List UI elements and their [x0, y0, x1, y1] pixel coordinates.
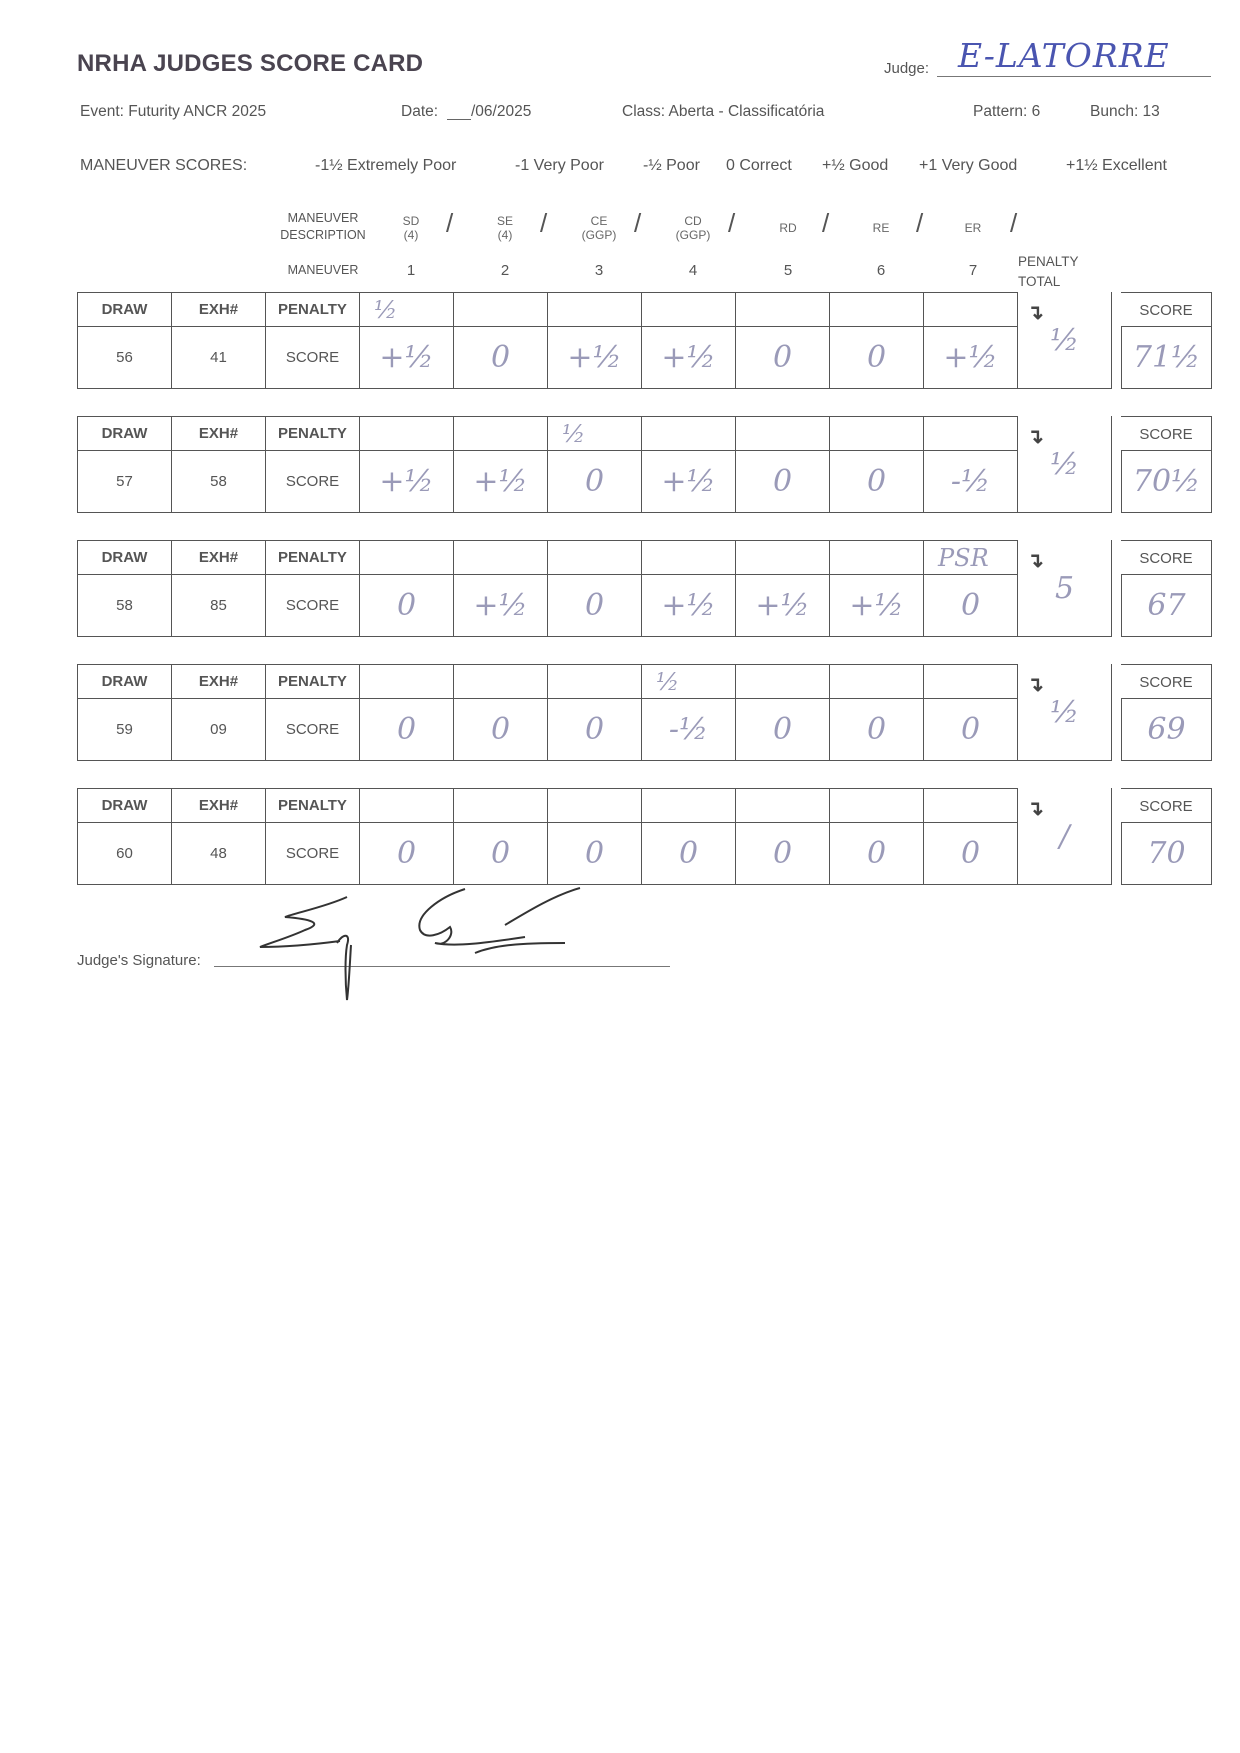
- maneuver-number-6: 6: [876, 262, 886, 279]
- header-slash: /: [728, 208, 736, 238]
- final-score[interactable]: 71½: [1121, 326, 1212, 389]
- header-slash: /: [1010, 208, 1018, 238]
- scale-poor: -½ Poor: [643, 157, 700, 174]
- final-score[interactable]: 67: [1121, 574, 1212, 637]
- exhibitor-number: 41: [171, 326, 266, 389]
- maneuver-penalty-cell[interactable]: [735, 292, 830, 327]
- exhibitor-number: 85: [171, 574, 266, 637]
- arrow-down-icon: ↴: [1027, 798, 1044, 820]
- maneuver-score-cell[interactable]: +½: [453, 574, 548, 637]
- score-row-label: SCORE: [265, 698, 360, 761]
- maneuver-score-cell[interactable]: 0: [641, 822, 736, 885]
- maneuver-penalty-cell[interactable]: [641, 292, 736, 327]
- maneuver-code-5: RD: [779, 221, 797, 235]
- maneuver-penalty-cell[interactable]: PSR: [923, 540, 1018, 575]
- maneuver-score-cell[interactable]: 0: [453, 822, 548, 885]
- score-header: SCORE: [1121, 540, 1212, 575]
- maneuver-penalty-cell[interactable]: [735, 416, 830, 451]
- maneuver-score-cell[interactable]: -½: [923, 450, 1018, 513]
- judge-label: Judge:: [884, 60, 930, 77]
- maneuver-number-3: 3: [594, 262, 604, 279]
- maneuver-code-7: ER: [964, 221, 982, 235]
- maneuver-penalty-cell[interactable]: [829, 292, 924, 327]
- maneuver-number-5: 5: [783, 262, 793, 279]
- exh-header: EXH#: [171, 788, 266, 823]
- maneuver-score-cell[interactable]: 0: [453, 326, 548, 389]
- maneuver-penalty-cell[interactable]: [923, 416, 1018, 451]
- penalty-total-cell[interactable]: ½: [1017, 664, 1112, 761]
- maneuver-description-label: MANEUVER DESCRIPTION: [280, 211, 366, 242]
- score-row-label: SCORE: [265, 326, 360, 389]
- exhibitor-number: 48: [171, 822, 266, 885]
- date-label: Date:: [401, 103, 439, 120]
- maneuver-penalty-cell[interactable]: [453, 416, 548, 451]
- score-header: SCORE: [1121, 788, 1212, 823]
- scale-good: +½ Good: [822, 157, 889, 174]
- draw-header: DRAW: [77, 540, 172, 575]
- maneuver-penalty-cell[interactable]: [453, 788, 548, 823]
- maneuver-score-cell[interactable]: 0: [829, 326, 924, 389]
- maneuver-penalty-cell[interactable]: [547, 292, 642, 327]
- draw-header: DRAW: [77, 664, 172, 699]
- maneuver-score-cell[interactable]: +½: [829, 574, 924, 637]
- header-slash: /: [634, 208, 642, 238]
- maneuver-number-2: 2: [500, 262, 510, 279]
- header-slash: /: [916, 208, 924, 238]
- penalty-header: PENALTY: [265, 664, 360, 699]
- score-entry-block: [77, 664, 1211, 760]
- score-row-label: SCORE: [265, 822, 360, 885]
- exhibitor-number: 58: [171, 450, 266, 513]
- header-slash: /: [822, 208, 830, 238]
- score-entry-block: [77, 416, 1211, 512]
- maneuver-scores-label: MANEUVER SCORES:: [80, 157, 248, 174]
- maneuver-code-3: CE (GGP): [581, 214, 617, 242]
- maneuver-number-4: 4: [688, 262, 698, 279]
- score-entry-block: [77, 788, 1211, 884]
- maneuver-penalty-cell[interactable]: [359, 540, 454, 575]
- draw-header: DRAW: [77, 788, 172, 823]
- final-score[interactable]: 69: [1121, 698, 1212, 761]
- maneuver-score-cell[interactable]: +½: [359, 450, 454, 513]
- maneuver-penalty-cell[interactable]: [641, 788, 736, 823]
- scale-very-good: +1 Very Good: [919, 157, 1018, 174]
- maneuver-score-cell[interactable]: +½: [547, 326, 642, 389]
- judge-signature: [255, 885, 585, 1010]
- penalty-header: PENALTY: [265, 788, 360, 823]
- score-entry-block: [77, 540, 1211, 636]
- maneuver-penalty-cell[interactable]: [735, 540, 830, 575]
- judge-field-line: [937, 76, 1211, 77]
- maneuver-penalty-cell[interactable]: [359, 788, 454, 823]
- maneuver-penalty-cell[interactable]: [829, 788, 924, 823]
- maneuver-score-cell[interactable]: 0: [547, 698, 642, 761]
- maneuver-penalty-cell[interactable]: [547, 788, 642, 823]
- maneuver-code-4: CD (GGP): [675, 214, 711, 242]
- date-value: /06/2025: [471, 103, 532, 120]
- maneuver-score-cell[interactable]: 0: [735, 326, 830, 389]
- maneuver-score-cell[interactable]: 0: [359, 822, 454, 885]
- maneuver-score-cell[interactable]: 0: [829, 822, 924, 885]
- penalty-total-label: PENALTY TOTAL: [1018, 254, 1079, 289]
- penalty-header: PENALTY: [265, 292, 360, 327]
- maneuver-penalty-cell[interactable]: [829, 664, 924, 699]
- maneuver-score-cell[interactable]: 0: [829, 698, 924, 761]
- maneuver-score-cell[interactable]: 0: [547, 822, 642, 885]
- header-slash: /: [446, 208, 454, 238]
- maneuver-penalty-cell[interactable]: [453, 292, 548, 327]
- maneuver-penalty-cell[interactable]: [923, 788, 1018, 823]
- scale-excellent: +1½ Excellent: [1066, 157, 1167, 174]
- maneuver-score-cell[interactable]: 0: [735, 450, 830, 513]
- draw-number: 59: [77, 698, 172, 761]
- scale-very-poor: -1 Very Poor: [515, 157, 604, 174]
- maneuver-score-cell[interactable]: 0: [359, 574, 454, 637]
- maneuver-penalty-cell[interactable]: [923, 664, 1018, 699]
- maneuver-score-cell[interactable]: 0: [923, 822, 1018, 885]
- arrow-down-icon: ↴: [1027, 426, 1044, 448]
- arrow-down-icon: ↴: [1027, 550, 1044, 572]
- maneuver-score-cell[interactable]: +½: [359, 326, 454, 389]
- maneuver-penalty-cell[interactable]: [641, 540, 736, 575]
- maneuver-penalty-cell[interactable]: [641, 416, 736, 451]
- maneuver-score-cell[interactable]: 0: [735, 822, 830, 885]
- penalty-total-cell[interactable]: 5: [1017, 540, 1112, 637]
- maneuver-penalty-cell[interactable]: [829, 416, 924, 451]
- date-blank: [447, 119, 471, 120]
- maneuver-penalty-cell[interactable]: [923, 292, 1018, 327]
- maneuver-score-cell[interactable]: 0: [453, 698, 548, 761]
- maneuver-penalty-cell[interactable]: [547, 664, 642, 699]
- maneuver-label: MANEUVER: [287, 263, 359, 277]
- maneuver-penalty-cell[interactable]: ½: [641, 664, 736, 699]
- scale-correct: 0 Correct: [726, 157, 792, 174]
- maneuver-score-cell[interactable]: +½: [641, 574, 736, 637]
- draw-number: 56: [77, 326, 172, 389]
- class-name: Class: Aberta - Classificatória: [622, 103, 825, 120]
- maneuver-penalty-cell[interactable]: [453, 664, 548, 699]
- maneuver-code-2: SE (4): [496, 214, 513, 242]
- maneuver-score-cell[interactable]: 0: [547, 574, 642, 637]
- maneuver-code-1: SD (4): [402, 214, 420, 242]
- maneuver-score-cell[interactable]: +½: [641, 326, 736, 389]
- maneuver-score-cell[interactable]: +½: [641, 450, 736, 513]
- score-entry-block: [77, 292, 1211, 388]
- page-title: NRHA JUDGES SCORE CARD: [77, 50, 424, 77]
- maneuver-score-cell[interactable]: 0: [359, 698, 454, 761]
- score-header: SCORE: [1121, 292, 1212, 327]
- score-row-label: SCORE: [265, 574, 360, 637]
- maneuver-number-1: 1: [406, 262, 416, 279]
- final-score[interactable]: 70: [1121, 822, 1212, 885]
- maneuver-score-cell[interactable]: 0: [923, 698, 1018, 761]
- maneuver-penalty-cell[interactable]: [453, 540, 548, 575]
- maneuver-penalty-cell[interactable]: [735, 664, 830, 699]
- draw-number: 57: [77, 450, 172, 513]
- judge-name: E-LATORRE: [958, 36, 1170, 75]
- arrow-down-icon: ↴: [1027, 674, 1044, 696]
- draw-number: 60: [77, 822, 172, 885]
- header-slash: /: [540, 208, 548, 238]
- exh-header: EXH#: [171, 292, 266, 327]
- penalty-header: PENALTY: [265, 416, 360, 451]
- exh-header: EXH#: [171, 416, 266, 451]
- score-header: SCORE: [1121, 664, 1212, 699]
- draw-number: 58: [77, 574, 172, 637]
- draw-header: DRAW: [77, 292, 172, 327]
- maneuver-score-cell[interactable]: +½: [735, 574, 830, 637]
- maneuver-penalty-cell[interactable]: [359, 416, 454, 451]
- scale-extremely-poor: -1½ Extremely Poor: [315, 157, 457, 174]
- event-name: Event: Futurity ANCR 2025: [80, 103, 267, 120]
- maneuver-number-7: 7: [968, 262, 978, 279]
- maneuver-penalty-cell[interactable]: ½: [359, 292, 454, 327]
- signature-label: Judge's Signature:: [77, 952, 201, 969]
- score-row-label: SCORE: [265, 450, 360, 513]
- penalty-total-cell[interactable]: ½: [1017, 292, 1112, 389]
- maneuver-score-cell[interactable]: +½: [453, 450, 548, 513]
- final-score[interactable]: 70½: [1121, 450, 1212, 513]
- exh-header: EXH#: [171, 540, 266, 575]
- penalty-total-cell[interactable]: ½: [1017, 416, 1112, 513]
- maneuver-score-cell[interactable]: 0: [735, 698, 830, 761]
- penalty-header: PENALTY: [265, 540, 360, 575]
- pattern-number: Pattern: 6: [973, 103, 1041, 120]
- maneuver-penalty-cell[interactable]: [359, 664, 454, 699]
- score-header: SCORE: [1121, 416, 1212, 451]
- maneuver-score-cell[interactable]: 0: [829, 450, 924, 513]
- draw-header: DRAW: [77, 416, 172, 451]
- arrow-down-icon: ↴: [1027, 302, 1044, 324]
- exhibitor-number: 09: [171, 698, 266, 761]
- maneuver-score-cell[interactable]: 0: [547, 450, 642, 513]
- maneuver-score-cell[interactable]: -½: [641, 698, 736, 761]
- maneuver-penalty-cell[interactable]: [735, 788, 830, 823]
- maneuver-penalty-cell[interactable]: ½: [547, 416, 642, 451]
- maneuver-score-cell[interactable]: +½: [923, 326, 1018, 389]
- maneuver-code-6: RE: [872, 221, 890, 235]
- bunch-number: Bunch: 13: [1090, 103, 1160, 120]
- maneuver-penalty-cell[interactable]: [547, 540, 642, 575]
- exh-header: EXH#: [171, 664, 266, 699]
- maneuver-penalty-cell[interactable]: [829, 540, 924, 575]
- penalty-total-cell[interactable]: /: [1017, 788, 1112, 885]
- maneuver-score-cell[interactable]: 0: [923, 574, 1018, 637]
